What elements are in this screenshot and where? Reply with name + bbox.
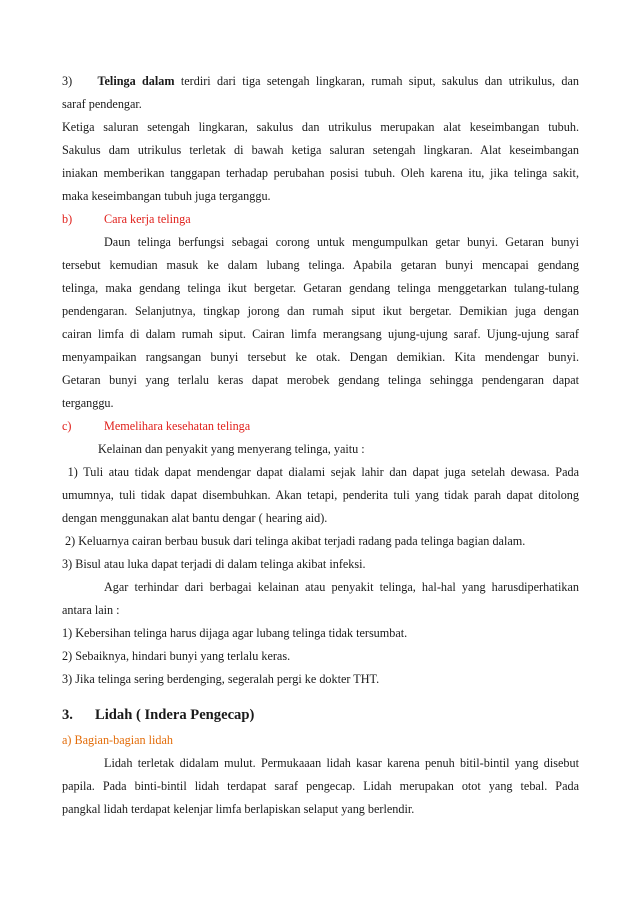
section-b-heading: [62, 208, 579, 231]
section-c-heading: [62, 415, 579, 438]
paragraph-line: antara lain :: [62, 603, 120, 617]
list-item: 2) Keluarnya cairan berbau busuk dari telinga akibat terjadi radang pada telinga bagian dalam.: [62, 534, 526, 548]
paragraph-line: Agar terhindar dari berbagai kelainan atau penyakit telinga, hal-hal yang harusdiperhatikan: [104, 580, 579, 594]
paragraph-line: dengan menggunakan alat bantu dengar ( hearing aid).: [62, 511, 328, 525]
list-item: 3) Bisul atau luka dapat terjadi di dalam telinga akibat infeksi.: [62, 557, 366, 571]
paragraph-line: pendengaran. Selanjutnya, tingkap jorong dan rumah siput ikut bergetar. Demikian juga dengan: [62, 304, 579, 318]
item-number: 3): [62, 74, 73, 88]
telinga-dalam-line2: saraf pendengar.: [62, 97, 142, 111]
paragraph-line: menyampaikan rangsangan bunyi tersebut ke otak. Dengan demikian. Kita mendengar bunyi.: [62, 350, 579, 364]
paragraph-line: pangkal lidah terdapat kelenjar limfa berlapiskan selaput yang berlendir.: [62, 802, 415, 816]
heading-title: Lidah ( Indera Pengecap): [95, 707, 255, 723]
list-item: 3) Jika telinga sering berdenging, segeralah pergi ke dokter THT.: [62, 672, 380, 686]
heading-number: 3.: [62, 707, 73, 723]
term-telinga-dalam: Telinga dalam: [97, 74, 175, 88]
telinga-dalam-text: terdiri dari tiga setengah lingkaran, rumah siput, sakulus dan utrikulus, dan: [180, 74, 580, 88]
paragraph-line: cairan limfa di dalam rumah siput. Cairan limfa merangsang ujung-ujung saraf. Ujung-ujung saraf: [62, 327, 579, 341]
paragraph-line: terganggu.: [62, 396, 114, 410]
section-title: Memelihara kesehatan telinga: [104, 419, 251, 433]
section-3-heading: [62, 703, 579, 727]
paragraph-line: Daun telinga berfungsi sebagai corong untuk mengumpulkan getar bunyi. Getaran bunyi: [104, 235, 579, 249]
telinga-dalam-line1: [62, 70, 579, 93]
paragraph-line: Sakulus dam utrikulus terletak di bawah ketiga saluran setengah lingkaran. Alat keseimbangan: [62, 143, 579, 157]
list-item: 1) Kebersihan telinga harus dijaga agar lubang telinga tidak tersumbat.: [62, 626, 408, 640]
section-label: c): [62, 419, 72, 433]
document-page: [62, 70, 579, 821]
list-item: 2) Sebaiknya, hindari bunyi yang terlalu keras.: [62, 649, 291, 663]
paragraph-line: maka keseimbangan tubuh juga terganggu.: [62, 189, 271, 203]
paragraph-line: papila. Pada binti-bintil lidah terdapat saraf pengecap. Lidah merupakan otot yang tebal. Pada: [62, 779, 579, 793]
section-title: Cara kerja telinga: [104, 212, 191, 226]
subsection-a-heading: a) Bagian-bagian lidah: [62, 733, 173, 747]
paragraph-line: umumnya, tuli tidak dapat disembuhkan. Akan tetapi, penderita tuli yang tidak parah dapat ditolong: [62, 488, 579, 502]
paragraph-line: tersebut kemudian masuk ke dalam lubang telinga. Apabila getaran bunyi mencapai gendang: [62, 258, 579, 272]
paragraph-line: Lidah terletak didalam mulut. Permukaaan lidah kasar karena penuh bitil-bintil yang disebut: [104, 756, 579, 770]
paragraph-line: Getaran bunyi yang terlalu keras dapat merobek gendang telinga sehingga pendengaran dapat: [62, 373, 579, 387]
paragraph-line: Kelainan dan penyakit yang menyerang telinga, yaitu :: [98, 442, 365, 456]
paragraph-line: iniakan memberikan tanggapan terhadap perubahan posisi tubuh. Oleh karena itu, jika telinga sakit,: [62, 166, 579, 180]
paragraph-line: Ketiga saluran setengah lingkaran, sakulus dan utrikulus merupakan alat keseimbangan tubuh.: [62, 120, 579, 134]
list-item: 1) Tuli atau tidak dapat mendengar dapat dialami sejak lahir dan dapat juga setelah dewasa. Pada: [62, 465, 579, 479]
section-label: b): [62, 212, 73, 226]
paragraph-line: telinga, maka gendang telinga ikut bergetar. Getaran gendang telinga menggetarkan tulang-tulang: [62, 281, 579, 295]
